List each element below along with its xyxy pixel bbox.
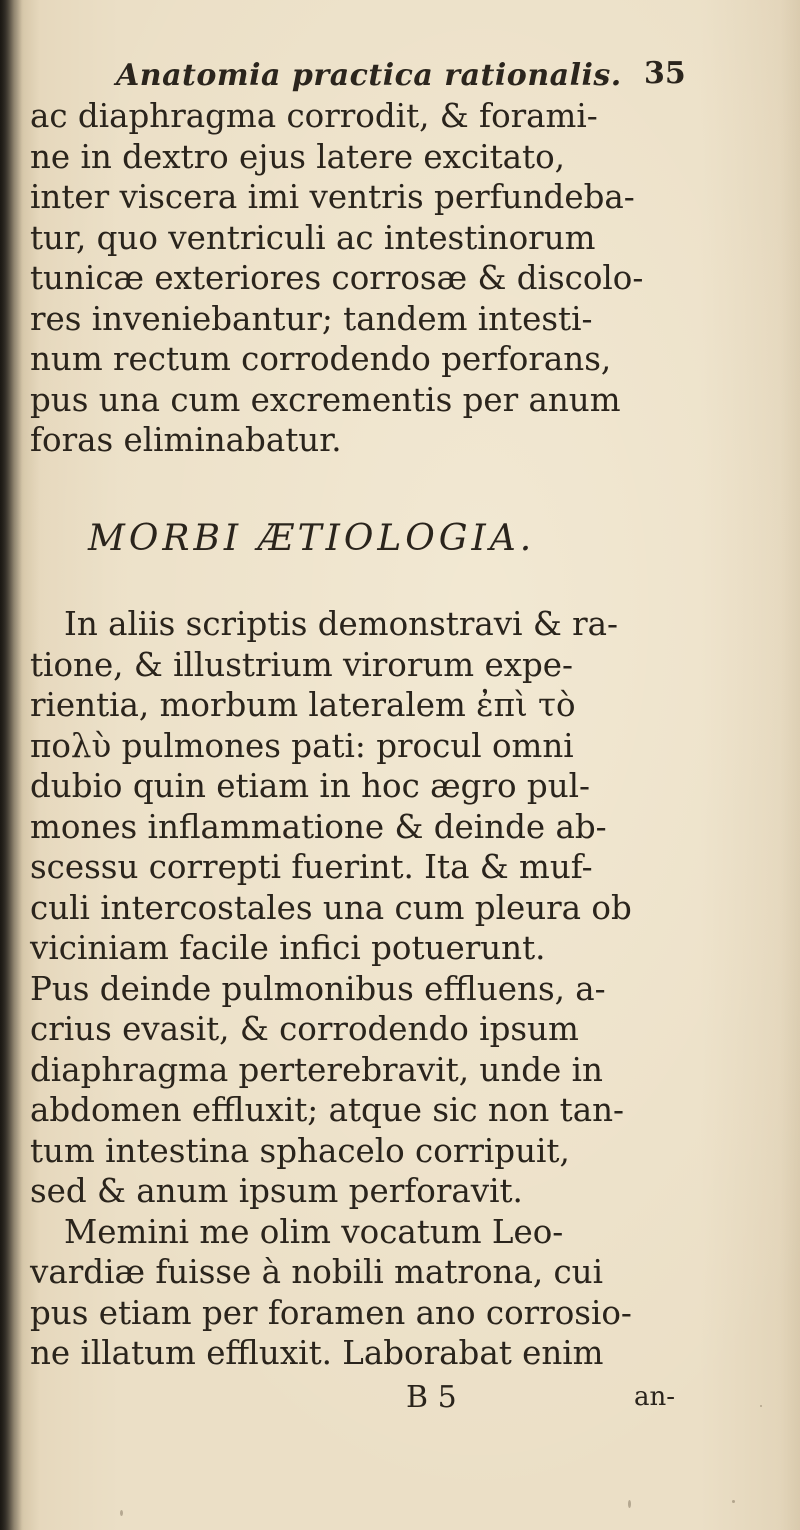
text-line: Memini me olim vocatum Leo- — [64, 1212, 564, 1251]
text-line: ne illatum effluxit. Laborabat enim — [30, 1334, 604, 1372]
text-line: In aliis scriptis demonstravi & ra- — [64, 605, 618, 643]
paper-speck — [732, 1500, 735, 1503]
running-head — [116, 52, 716, 102]
paper-speck — [120, 1510, 123, 1516]
text-line: abdomen effluxit; atque sic non tan- — [30, 1091, 625, 1129]
text-line: inter viscera imi ventris perfundeba- — [30, 178, 635, 216]
text-line: pus una cum excrementis per anum — [30, 380, 621, 419]
text-line: πολὺ pulmones pati: procul omni — [30, 726, 574, 765]
paper-speck — [628, 1500, 631, 1508]
text-line: dubio quin etiam in hoc ægro pul- — [30, 767, 591, 805]
text-line: crius evasit, & corrodendo ipsum — [30, 1010, 579, 1048]
text-line: tunicæ exteriores corrosæ & discolo- — [30, 259, 644, 297]
text-line: tur, quo ventriculi ac intestinorum — [30, 218, 596, 257]
text-line: culi intercostales una cum pleura ob — [30, 888, 632, 927]
text-line: ne in dextro ejus latere excitato, — [30, 137, 565, 176]
section-heading: MORBI ÆTIOLOGIA. — [88, 518, 536, 559]
text-line: res inveniebantur; tandem intesti- — [30, 299, 593, 338]
binding-gutter — [0, 0, 22, 1530]
text-line: Pus deinde pulmonibus effluens, a- — [30, 969, 606, 1008]
text-line: foras eliminabatur. — [30, 421, 342, 459]
text-line: tione, & illustrium virorum expe- — [30, 645, 574, 684]
page-number: 35 — [644, 56, 686, 91]
text-line: viciniam facile infici potuerunt. — [30, 929, 546, 967]
text-line: mones inflammatione & deinde ab- — [30, 807, 607, 846]
page-footer — [400, 1380, 720, 1424]
text-line: diaphragma perterebravit, unde in — [30, 1050, 603, 1089]
catchword: an- — [634, 1382, 676, 1412]
text-line: pus etiam per foramen ano corrosio- — [30, 1293, 632, 1332]
paper-speck — [760, 1405, 762, 1407]
text-line: rientia, morbum lateralem ἐπὶ τὸ — [30, 686, 576, 724]
text-line: ac diaphragma corrodit, & forami- — [30, 97, 598, 135]
running-title: Anatomia practica rationalis. — [116, 58, 622, 93]
text-line: num rectum corrodendo perforans, — [30, 340, 612, 378]
text-line: vardiæ fuisse à nobili matrona, cui — [30, 1253, 604, 1291]
paragraph-2 — [30, 604, 720, 1374]
text-line: scessu correpti fuerint. Ita & muf- — [30, 848, 593, 886]
text-line: tum intestina sphacelo corripuit, — [30, 1131, 570, 1170]
text-line: sed & anum ipsum perforavit. — [30, 1172, 523, 1210]
signature-mark: B 5 — [406, 1380, 457, 1415]
paragraph-1 — [30, 96, 720, 461]
